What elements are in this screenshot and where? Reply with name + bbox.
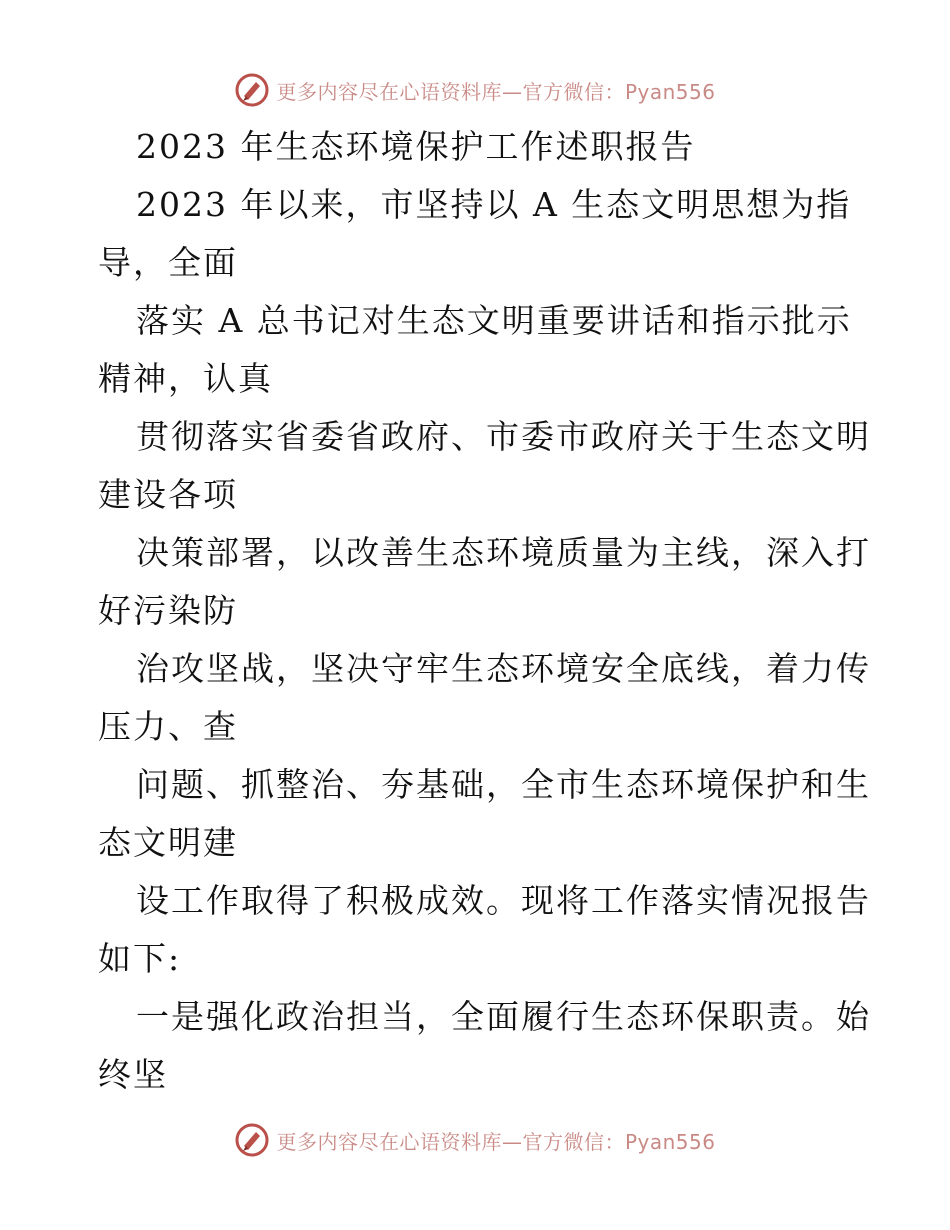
document-body [98,118,871,1104]
paragraph-line: 一是强化政治担当，全面履行生态环保职责。始 [136,997,871,1036]
paragraph-line: 贯彻落实省委省政府、市委市政府关于生态文明 [136,417,871,456]
paragraph-line: 态文明建 [98,823,238,862]
paragraph-line: 2023 年以来，市坚持以 A 生态文明思想为指 [136,185,852,224]
watermark-text: 更多内容尽在心语资料库—官方微信：Pyan556 [276,79,716,104]
watermark-text: 更多内容尽在心语资料库—官方微信：Pyan556 [276,1129,716,1154]
paragraph-line: 终坚 [98,1055,168,1094]
paragraph-line: 精神，认真 [98,359,273,398]
paragraph-line: 问题、抓整治、夯基础，全市生态环境保护和生 [136,765,871,804]
paragraph-line: 治攻坚战，坚决守牢生态环境安全底线，着力传 [136,649,871,688]
paragraph-line: 落实 A 总书记对生态文明重要讲话和指示批示 [136,301,852,340]
pen-circle-logo-icon [234,72,270,108]
document-title: 2023 年生态环境保护工作述职报告 [136,127,696,166]
watermark-footer [0,1120,950,1160]
paragraph-line: 好污染防 [98,591,238,630]
paragraph-line: 导，全面 [98,243,238,282]
paragraph-line: 压力、查 [98,707,238,746]
paragraph-line: 决策部署，以改善生态环境质量为主线，深入打 [136,533,871,572]
paragraph-line: 建设各项 [98,475,238,514]
paragraph-line: 设工作取得了积极成效。现将工作落实情况报告 [136,881,871,920]
pen-circle-logo-icon [234,1122,270,1158]
watermark-header [0,70,950,110]
paragraph-line: 如下: [98,939,182,978]
